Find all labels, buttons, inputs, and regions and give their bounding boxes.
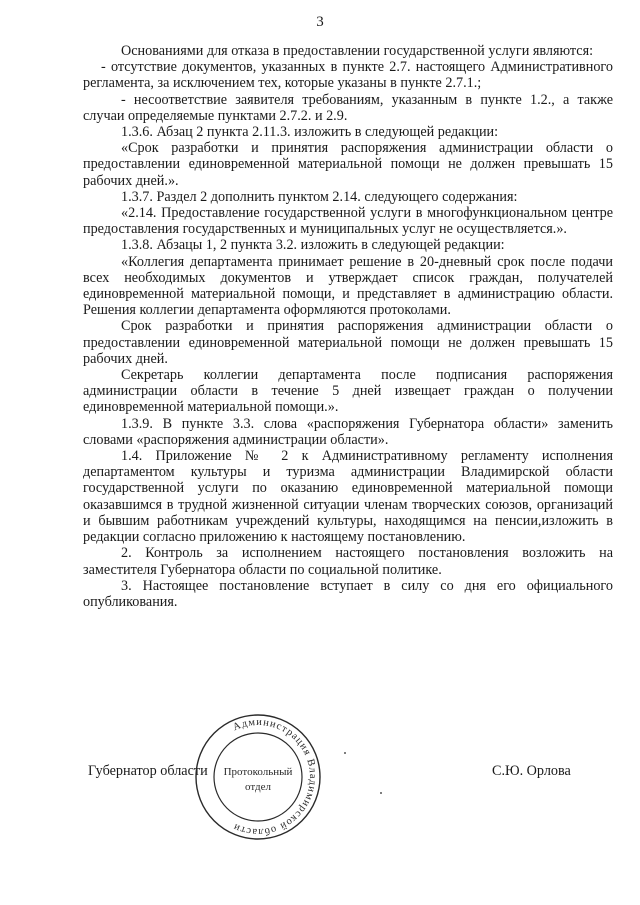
paragraph-p6: 1.3.7. Раздел 2 дополнить пунктом 2.14. следующего содержания: xyxy=(121,188,518,205)
paragraph-p9: «Коллегия департамента принимает решение в 20-дневный срок после подачи всех необходимых документов и утверждает список граждан, получателей единовременной материальной помощи, и представляет в администрацию области. Решения коллегии департамента оформляются протоколами. xyxy=(83,253,613,319)
paragraph-p12: 1.3.9. В пункте 3.3. слова «распоряжения Губернатора области» заменить словами «распоряжения администрации области». xyxy=(83,415,613,448)
seal-center-line1: Протокольный xyxy=(223,766,293,778)
paragraph-p14: 2. Контроль за исполнением настоящего постановления возложить на заместителя Губернатора области по социальной политике. xyxy=(83,545,613,578)
paragraph-p11: Секретарь коллегии департамента после подписания распоряжения администрации области в течение 5 дней извещает граждан о получении единовременной материальной помощи.». xyxy=(83,367,613,416)
paragraph-p4: 1.3.6. Абзац 2 пункта 2.11.3. изложить в следующей редакции: xyxy=(121,124,499,141)
paragraph-p5: «Срок разработки и принятия распоряжения администрации области о предоставлении единовременной материальной помощи не должен превышать 15 рабочих дней.». xyxy=(83,140,613,189)
document-body xyxy=(83,43,613,610)
official-seal-stamp xyxy=(193,712,323,842)
seal-center-line2: отдел xyxy=(245,781,271,793)
paragraph-p3: - несоответствие заявителя требованиям, указанным в пункте 1.2., а также случаи определяемые пунктами 2.7.2. и 2.9. xyxy=(83,91,613,124)
paragraph-p10: Срок разработки и принятия распоряжения администрации области о предоставлении единовременной материальной помощи не должен превышать 15 рабочих дней. xyxy=(83,318,613,367)
paragraph-p2: - отсутствие документов, указанных в пункте 2.7. настоящего Административного регламента, за исключением тех, которые указаны в пункте 2.7.1.; xyxy=(83,59,613,92)
paragraph-p15: 3. Настоящее постановление вступает в силу со дня его официального опубликования. xyxy=(83,577,613,610)
paragraph-p1: Основаниями для отказа в предоставлении государственной услуги являются: xyxy=(121,43,594,59)
page-number: 3 xyxy=(316,14,324,30)
scan-speck xyxy=(344,752,346,754)
signatory-name: С.Ю. Орлова xyxy=(492,763,571,779)
signatory-position: Губернатор области xyxy=(88,763,208,779)
scan-speck xyxy=(380,792,382,794)
paragraph-p13: 1.4. Приложение № 2 к Административному регламенту исполнения департаментом культуры и туризма администрации Владимирской области государственной услуги по оказанию единовременной материальной помощи оказавшимся в трудной жизненной ситуации членам творческих союзов, организаций и бывшим работникам учреждений культуры, находящимся на пенсии,изложить в редакции согласно приложению к настоящему постановлению. xyxy=(83,448,613,546)
paragraph-p8: 1.3.8. Абзацы 1, 2 пункта 3.2. изложить в следующей редакции: xyxy=(121,237,505,254)
paragraph-p7: «2.14. Предоставление государственной услуги в многофункциональном центре предоставления государственных и муниципальных услуг не осуществляется.». xyxy=(83,205,613,238)
seal-ring-text: Администрация Владимирской области xyxy=(231,716,319,838)
